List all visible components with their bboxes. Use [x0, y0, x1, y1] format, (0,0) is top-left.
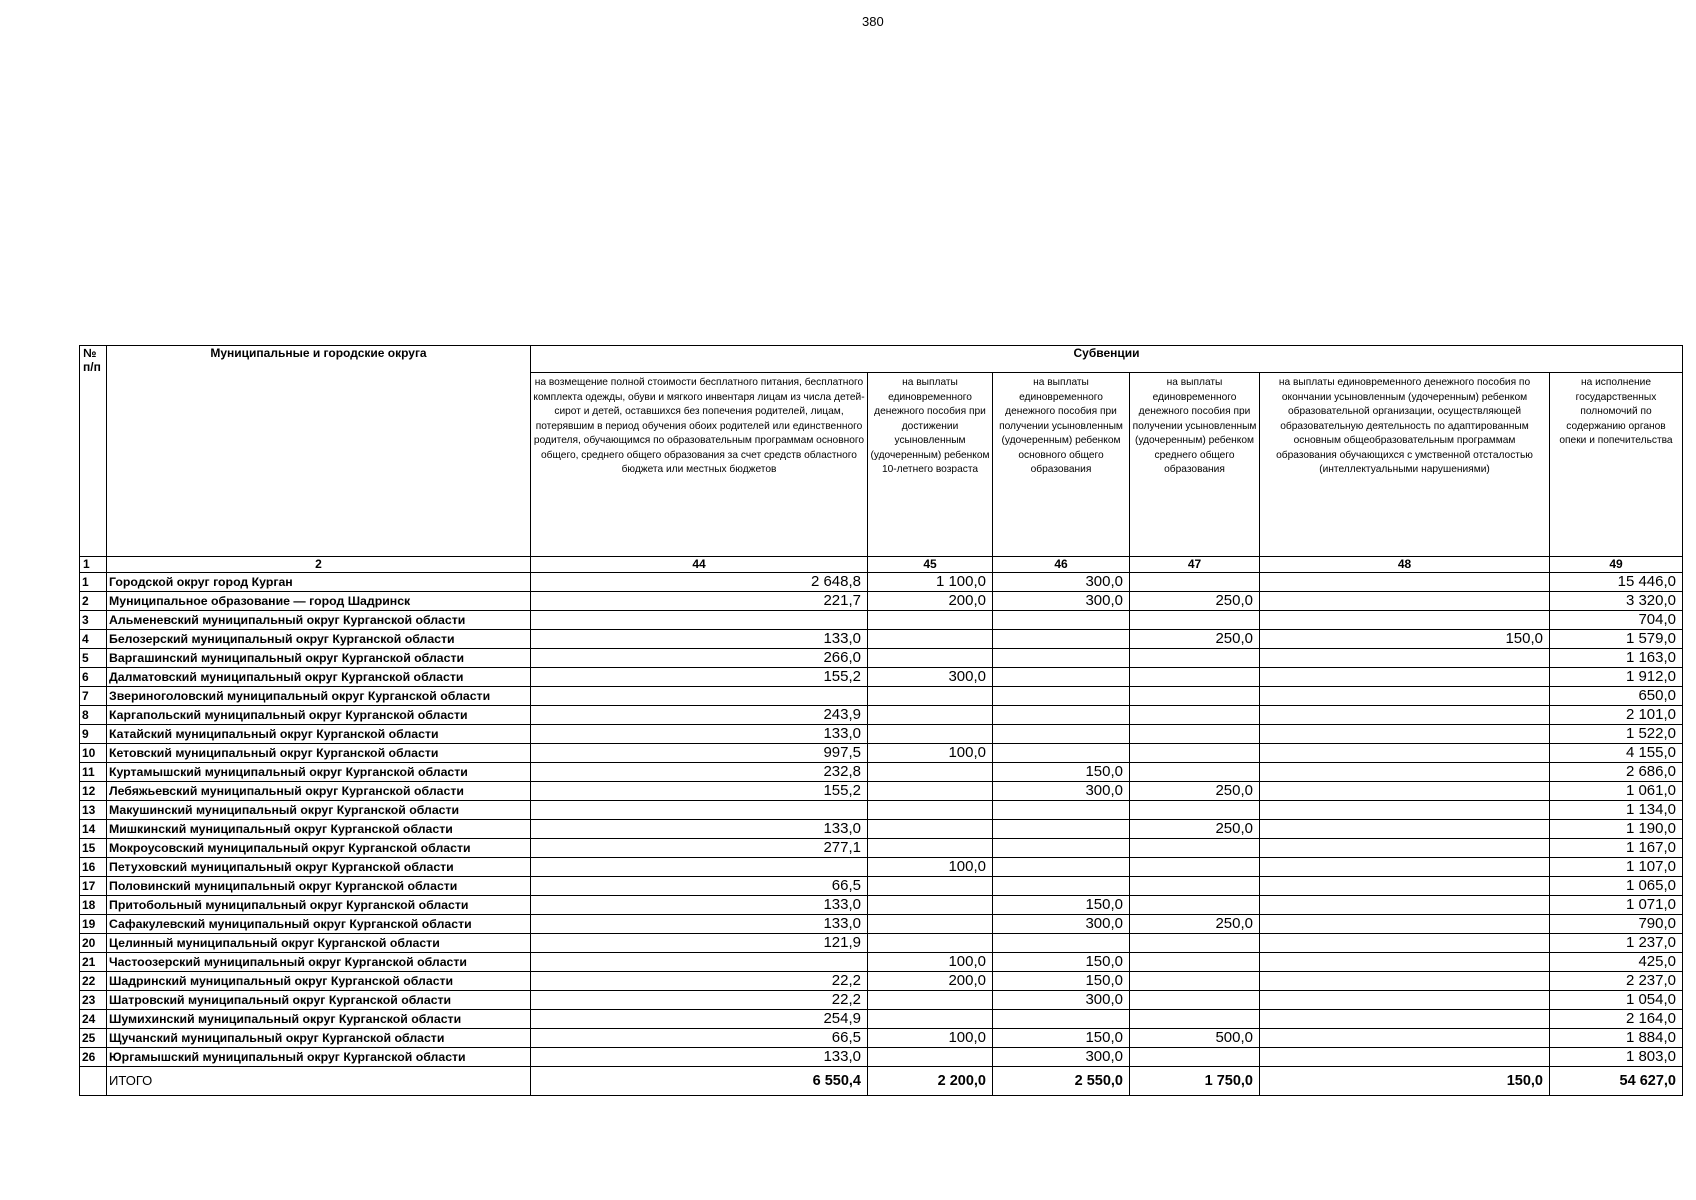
row-value: 66,5	[531, 1029, 868, 1048]
row-value	[868, 630, 993, 649]
row-municipality-name: Белозерский муниципальный округ Курганской области	[107, 630, 531, 649]
row-value	[993, 839, 1130, 858]
row-value: 200,0	[868, 592, 993, 611]
row-number: 22	[80, 972, 107, 991]
row-value: 254,9	[531, 1010, 868, 1029]
table-row	[80, 915, 1683, 934]
row-value	[868, 1010, 993, 1029]
table-row	[80, 725, 1683, 744]
column-number-row	[80, 557, 1683, 573]
row-municipality-name: Кетовский муниципальный округ Курганской области	[107, 744, 531, 763]
row-value: 300,0	[993, 782, 1130, 801]
row-number: 26	[80, 1048, 107, 1067]
row-value	[1260, 649, 1550, 668]
row-municipality-name: Альменевский муниципальный округ Курганской области	[107, 611, 531, 630]
row-value	[1260, 801, 1550, 820]
column-number: 48	[1260, 557, 1550, 573]
header-col-49: на исполнение государственных полномочий по содержанию органов опеки и попечительства	[1550, 373, 1683, 557]
row-value	[1130, 877, 1260, 896]
table-row	[80, 1048, 1683, 1067]
row-municipality-name: Целинный муниципальный округ Курганской области	[107, 934, 531, 953]
row-value: 100,0	[868, 1029, 993, 1048]
row-number: 8	[80, 706, 107, 725]
row-value: 1 134,0	[1550, 801, 1683, 820]
row-value	[868, 896, 993, 915]
row-value	[1130, 649, 1260, 668]
row-value: 15 446,0	[1550, 573, 1683, 592]
total-value: 1 750,0	[1130, 1067, 1260, 1096]
row-value: 1 579,0	[1550, 630, 1683, 649]
row-municipality-name: Петуховский муниципальный округ Курганской области	[107, 858, 531, 877]
table-row	[80, 801, 1683, 820]
row-value: 200,0	[868, 972, 993, 991]
row-value	[1130, 706, 1260, 725]
row-value	[993, 934, 1130, 953]
row-value	[868, 782, 993, 801]
row-value	[1260, 972, 1550, 991]
row-value: 1 107,0	[1550, 858, 1683, 877]
total-value: 2 200,0	[868, 1067, 993, 1096]
row-value: 650,0	[1550, 687, 1683, 706]
row-value: 1 803,0	[1550, 1048, 1683, 1067]
row-number: 2	[80, 592, 107, 611]
column-number: 47	[1130, 557, 1260, 573]
row-value	[1260, 611, 1550, 630]
row-number: 15	[80, 839, 107, 858]
row-value	[1260, 953, 1550, 972]
row-value: 425,0	[1550, 953, 1683, 972]
row-municipality-name: Варгашинский муниципальный округ Курганской области	[107, 649, 531, 668]
row-value: 100,0	[868, 858, 993, 877]
row-value	[993, 611, 1130, 630]
row-municipality-name: Звериноголовский муниципальный округ Курганской области	[107, 687, 531, 706]
row-value	[1260, 896, 1550, 915]
row-value: 150,0	[993, 896, 1130, 915]
row-number: 5	[80, 649, 107, 668]
row-number: 20	[80, 934, 107, 953]
row-municipality-name: Шумихинский муниципальный округ Курганской области	[107, 1010, 531, 1029]
row-value	[1260, 858, 1550, 877]
row-number: 23	[80, 991, 107, 1010]
row-value: 997,5	[531, 744, 868, 763]
row-value	[1130, 573, 1260, 592]
row-value: 150,0	[993, 953, 1130, 972]
row-municipality-name: Куртамышский муниципальный округ Курганской области	[107, 763, 531, 782]
total-label: ИТОГО	[107, 1067, 531, 1096]
total-row	[80, 1067, 1683, 1096]
row-value: 300,0	[993, 592, 1130, 611]
row-value	[1260, 1029, 1550, 1048]
table-row	[80, 649, 1683, 668]
row-value	[868, 725, 993, 744]
row-value: 221,7	[531, 592, 868, 611]
row-value: 300,0	[993, 1048, 1130, 1067]
row-value: 1 061,0	[1550, 782, 1683, 801]
row-value	[993, 801, 1130, 820]
table-row	[80, 1010, 1683, 1029]
row-number: 19	[80, 915, 107, 934]
table-row	[80, 630, 1683, 649]
row-value	[1260, 1048, 1550, 1067]
header-municipality: Муниципальные и городские округа	[107, 346, 531, 557]
row-value	[531, 611, 868, 630]
total-value: 6 550,4	[531, 1067, 868, 1096]
row-number: 17	[80, 877, 107, 896]
row-value	[1130, 858, 1260, 877]
row-value: 1 163,0	[1550, 649, 1683, 668]
row-value: 133,0	[531, 896, 868, 915]
row-value	[1130, 801, 1260, 820]
row-value	[1130, 896, 1260, 915]
row-municipality-name: Шатровский муниципальный округ Курганской области	[107, 991, 531, 1010]
row-number: 6	[80, 668, 107, 687]
row-value: 100,0	[868, 953, 993, 972]
row-value: 150,0	[993, 972, 1130, 991]
row-value: 300,0	[868, 668, 993, 687]
row-value	[1130, 1048, 1260, 1067]
column-number: 45	[868, 557, 993, 573]
row-value	[1260, 725, 1550, 744]
row-number: 10	[80, 744, 107, 763]
header-number: № п/п	[80, 346, 107, 557]
row-value: 1 167,0	[1550, 839, 1683, 858]
row-value: 250,0	[1130, 915, 1260, 934]
column-number: 2	[107, 557, 531, 573]
page-number: 380	[862, 14, 884, 29]
row-number: 12	[80, 782, 107, 801]
row-value	[868, 820, 993, 839]
row-value: 155,2	[531, 782, 868, 801]
header-col-45: на выплаты единовременного денежного пособия при достижении усыновленным (удочеренным) ребенком 10-летнего возраста	[868, 373, 993, 557]
row-value: 277,1	[531, 839, 868, 858]
row-value	[868, 706, 993, 725]
row-value	[993, 858, 1130, 877]
row-value	[993, 630, 1130, 649]
row-value: 155,2	[531, 668, 868, 687]
row-value	[868, 1048, 993, 1067]
total-value: 54 627,0	[1550, 1067, 1683, 1096]
row-value: 1 884,0	[1550, 1029, 1683, 1048]
row-value	[868, 839, 993, 858]
row-value	[1130, 972, 1260, 991]
total-value: 150,0	[1260, 1067, 1550, 1096]
row-value	[531, 953, 868, 972]
table-row	[80, 858, 1683, 877]
row-value: 2 164,0	[1550, 1010, 1683, 1029]
table-row	[80, 782, 1683, 801]
row-value: 1 912,0	[1550, 668, 1683, 687]
row-number: 3	[80, 611, 107, 630]
table-row	[80, 877, 1683, 896]
row-value	[1260, 1010, 1550, 1029]
table-row	[80, 934, 1683, 953]
row-value: 133,0	[531, 630, 868, 649]
row-value: 133,0	[531, 725, 868, 744]
row-number: 21	[80, 953, 107, 972]
row-value	[1130, 668, 1260, 687]
row-value	[1260, 687, 1550, 706]
header-col-48: на выплаты единовременного денежного пособия по окончании усыновленным (удочеренным) ребенком образовательной организации, осуществляющей образовательную деятельность по адаптированным основным общеобразовательным программам образования обучающихся с умственной отсталостью (интеллектуальными нарушениями)	[1260, 373, 1550, 557]
column-number: 44	[531, 557, 868, 573]
table-row	[80, 839, 1683, 858]
row-number: 24	[80, 1010, 107, 1029]
row-value	[1260, 592, 1550, 611]
row-value	[1260, 573, 1550, 592]
row-value	[1130, 763, 1260, 782]
row-value: 2 101,0	[1550, 706, 1683, 725]
row-municipality-name: Мокроусовский муниципальный округ Курганской области	[107, 839, 531, 858]
row-value	[1260, 763, 1550, 782]
row-municipality-name: Шадринский муниципальный округ Курганской области	[107, 972, 531, 991]
header-col-47: на выплаты единовременного денежного пособия при получении усыновленным (удочеренным) ребенком среднего общего образования	[1130, 373, 1260, 557]
header-col-44: на возмещение полной стоимости бесплатного питания, бесплатного комплекта одежды, обуви и мягкого инвентаря лицам из числа детей-сирот и детей, оставшихся без попечения родителей, лицам, потерявшим в период обучения обоих родителей или единственного родителя, обучающимся по образовательным программам основного общего, среднего общего образования за счет средств областного бюджета или местных бюджетов	[531, 373, 868, 557]
row-municipality-name: Притобольный муниципальный округ Курганской области	[107, 896, 531, 915]
table-row	[80, 972, 1683, 991]
row-value: 790,0	[1550, 915, 1683, 934]
row-value	[993, 649, 1130, 668]
row-value: 243,9	[531, 706, 868, 725]
row-value	[1130, 611, 1260, 630]
row-value	[993, 725, 1130, 744]
row-value: 2 686,0	[1550, 763, 1683, 782]
row-number: 7	[80, 687, 107, 706]
row-value: 66,5	[531, 877, 868, 896]
row-number: 18	[80, 896, 107, 915]
row-value: 300,0	[993, 915, 1130, 934]
table-row	[80, 991, 1683, 1010]
table-row	[80, 573, 1683, 592]
row-value	[531, 858, 868, 877]
row-value: 250,0	[1130, 630, 1260, 649]
table-row	[80, 687, 1683, 706]
row-value	[1260, 934, 1550, 953]
row-value: 300,0	[993, 573, 1130, 592]
row-value	[1130, 953, 1260, 972]
row-municipality-name: Городской округ город Курган	[107, 573, 531, 592]
row-value: 1 071,0	[1550, 896, 1683, 915]
row-value	[1130, 991, 1260, 1010]
row-value: 250,0	[1130, 820, 1260, 839]
row-value	[1130, 839, 1260, 858]
row-value	[868, 687, 993, 706]
table-row	[80, 611, 1683, 630]
table-row	[80, 763, 1683, 782]
row-value: 1 190,0	[1550, 820, 1683, 839]
row-value: 704,0	[1550, 611, 1683, 630]
header-subventions: Субвенции	[531, 346, 1683, 373]
row-value: 3 320,0	[1550, 592, 1683, 611]
row-number: 4	[80, 630, 107, 649]
row-value	[993, 744, 1130, 763]
row-value	[1260, 668, 1550, 687]
row-value: 22,2	[531, 991, 868, 1010]
row-value	[868, 934, 993, 953]
row-value: 121,9	[531, 934, 868, 953]
row-number: 25	[80, 1029, 107, 1048]
row-value: 500,0	[1130, 1029, 1260, 1048]
row-value	[868, 763, 993, 782]
row-value: 1 100,0	[868, 573, 993, 592]
row-value: 250,0	[1130, 592, 1260, 611]
row-municipality-name: Муниципальное образование — город Шадринск	[107, 592, 531, 611]
subventions-table	[79, 345, 1683, 1096]
row-value	[868, 801, 993, 820]
row-value	[993, 877, 1130, 896]
table-row	[80, 668, 1683, 687]
total-number-cell	[80, 1067, 107, 1096]
row-value	[1130, 687, 1260, 706]
row-municipality-name: Половинский муниципальный округ Курганской области	[107, 877, 531, 896]
row-number: 11	[80, 763, 107, 782]
row-value: 133,0	[531, 820, 868, 839]
row-value	[1260, 706, 1550, 725]
row-value	[993, 668, 1130, 687]
row-value	[868, 649, 993, 668]
row-municipality-name: Далматовский муниципальный округ Курганской области	[107, 668, 531, 687]
row-value	[868, 915, 993, 934]
table-row	[80, 706, 1683, 725]
row-number: 16	[80, 858, 107, 877]
row-municipality-name: Юргамышский муниципальный округ Курганской области	[107, 1048, 531, 1067]
row-number: 9	[80, 725, 107, 744]
row-value	[531, 687, 868, 706]
column-number: 49	[1550, 557, 1683, 573]
row-value	[993, 687, 1130, 706]
row-value	[1130, 744, 1260, 763]
row-value: 250,0	[1130, 782, 1260, 801]
row-value	[993, 1010, 1130, 1029]
row-value: 100,0	[868, 744, 993, 763]
row-value: 1 522,0	[1550, 725, 1683, 744]
table-row	[80, 896, 1683, 915]
row-municipality-name: Лебяжьевский муниципальный округ Курганской области	[107, 782, 531, 801]
row-value: 2 648,8	[531, 573, 868, 592]
row-number: 13	[80, 801, 107, 820]
row-value	[1130, 1010, 1260, 1029]
row-value: 2 237,0	[1550, 972, 1683, 991]
row-municipality-name: Макушинский муниципальный округ Курганской области	[107, 801, 531, 820]
row-municipality-name: Каргапольский муниципальный округ Курганской области	[107, 706, 531, 725]
table-row	[80, 592, 1683, 611]
column-number: 46	[993, 557, 1130, 573]
row-municipality-name: Сафакулевский муниципальный округ Курганской области	[107, 915, 531, 934]
row-municipality-name: Щучанский муниципальный округ Курганской области	[107, 1029, 531, 1048]
row-value	[1260, 820, 1550, 839]
row-value: 232,8	[531, 763, 868, 782]
header-col-46: на выплаты единовременного денежного пособия при получении усыновленным (удочеренным) ребенком основного общего образования	[993, 373, 1130, 557]
row-value: 300,0	[993, 991, 1130, 1010]
row-value	[1260, 915, 1550, 934]
row-value: 150,0	[993, 1029, 1130, 1048]
row-municipality-name: Частоозерский муниципальный округ Курганской области	[107, 953, 531, 972]
row-value: 266,0	[531, 649, 868, 668]
row-value: 1 054,0	[1550, 991, 1683, 1010]
row-value	[993, 706, 1130, 725]
row-value	[1130, 934, 1260, 953]
row-value	[868, 611, 993, 630]
row-number: 1	[80, 573, 107, 592]
row-value	[1260, 877, 1550, 896]
table-row	[80, 744, 1683, 763]
row-value: 150,0	[1260, 630, 1550, 649]
row-value	[1260, 839, 1550, 858]
row-value	[993, 820, 1130, 839]
row-value	[868, 991, 993, 1010]
row-value	[531, 801, 868, 820]
row-value	[1260, 782, 1550, 801]
row-value: 133,0	[531, 1048, 868, 1067]
total-value: 2 550,0	[993, 1067, 1130, 1096]
table-row	[80, 953, 1683, 972]
row-value: 4 155,0	[1550, 744, 1683, 763]
row-value: 133,0	[531, 915, 868, 934]
row-value	[868, 877, 993, 896]
row-value	[1260, 991, 1550, 1010]
row-municipality-name: Мишкинский муниципальный округ Курганской области	[107, 820, 531, 839]
row-municipality-name: Катайский муниципальный округ Курганской области	[107, 725, 531, 744]
table-row	[80, 820, 1683, 839]
row-number: 14	[80, 820, 107, 839]
row-value: 150,0	[993, 763, 1130, 782]
column-number: 1	[80, 557, 107, 573]
row-value	[1130, 725, 1260, 744]
table-row	[80, 1029, 1683, 1048]
row-value	[1260, 744, 1550, 763]
row-value: 22,2	[531, 972, 868, 991]
row-value: 1 237,0	[1550, 934, 1683, 953]
row-value: 1 065,0	[1550, 877, 1683, 896]
